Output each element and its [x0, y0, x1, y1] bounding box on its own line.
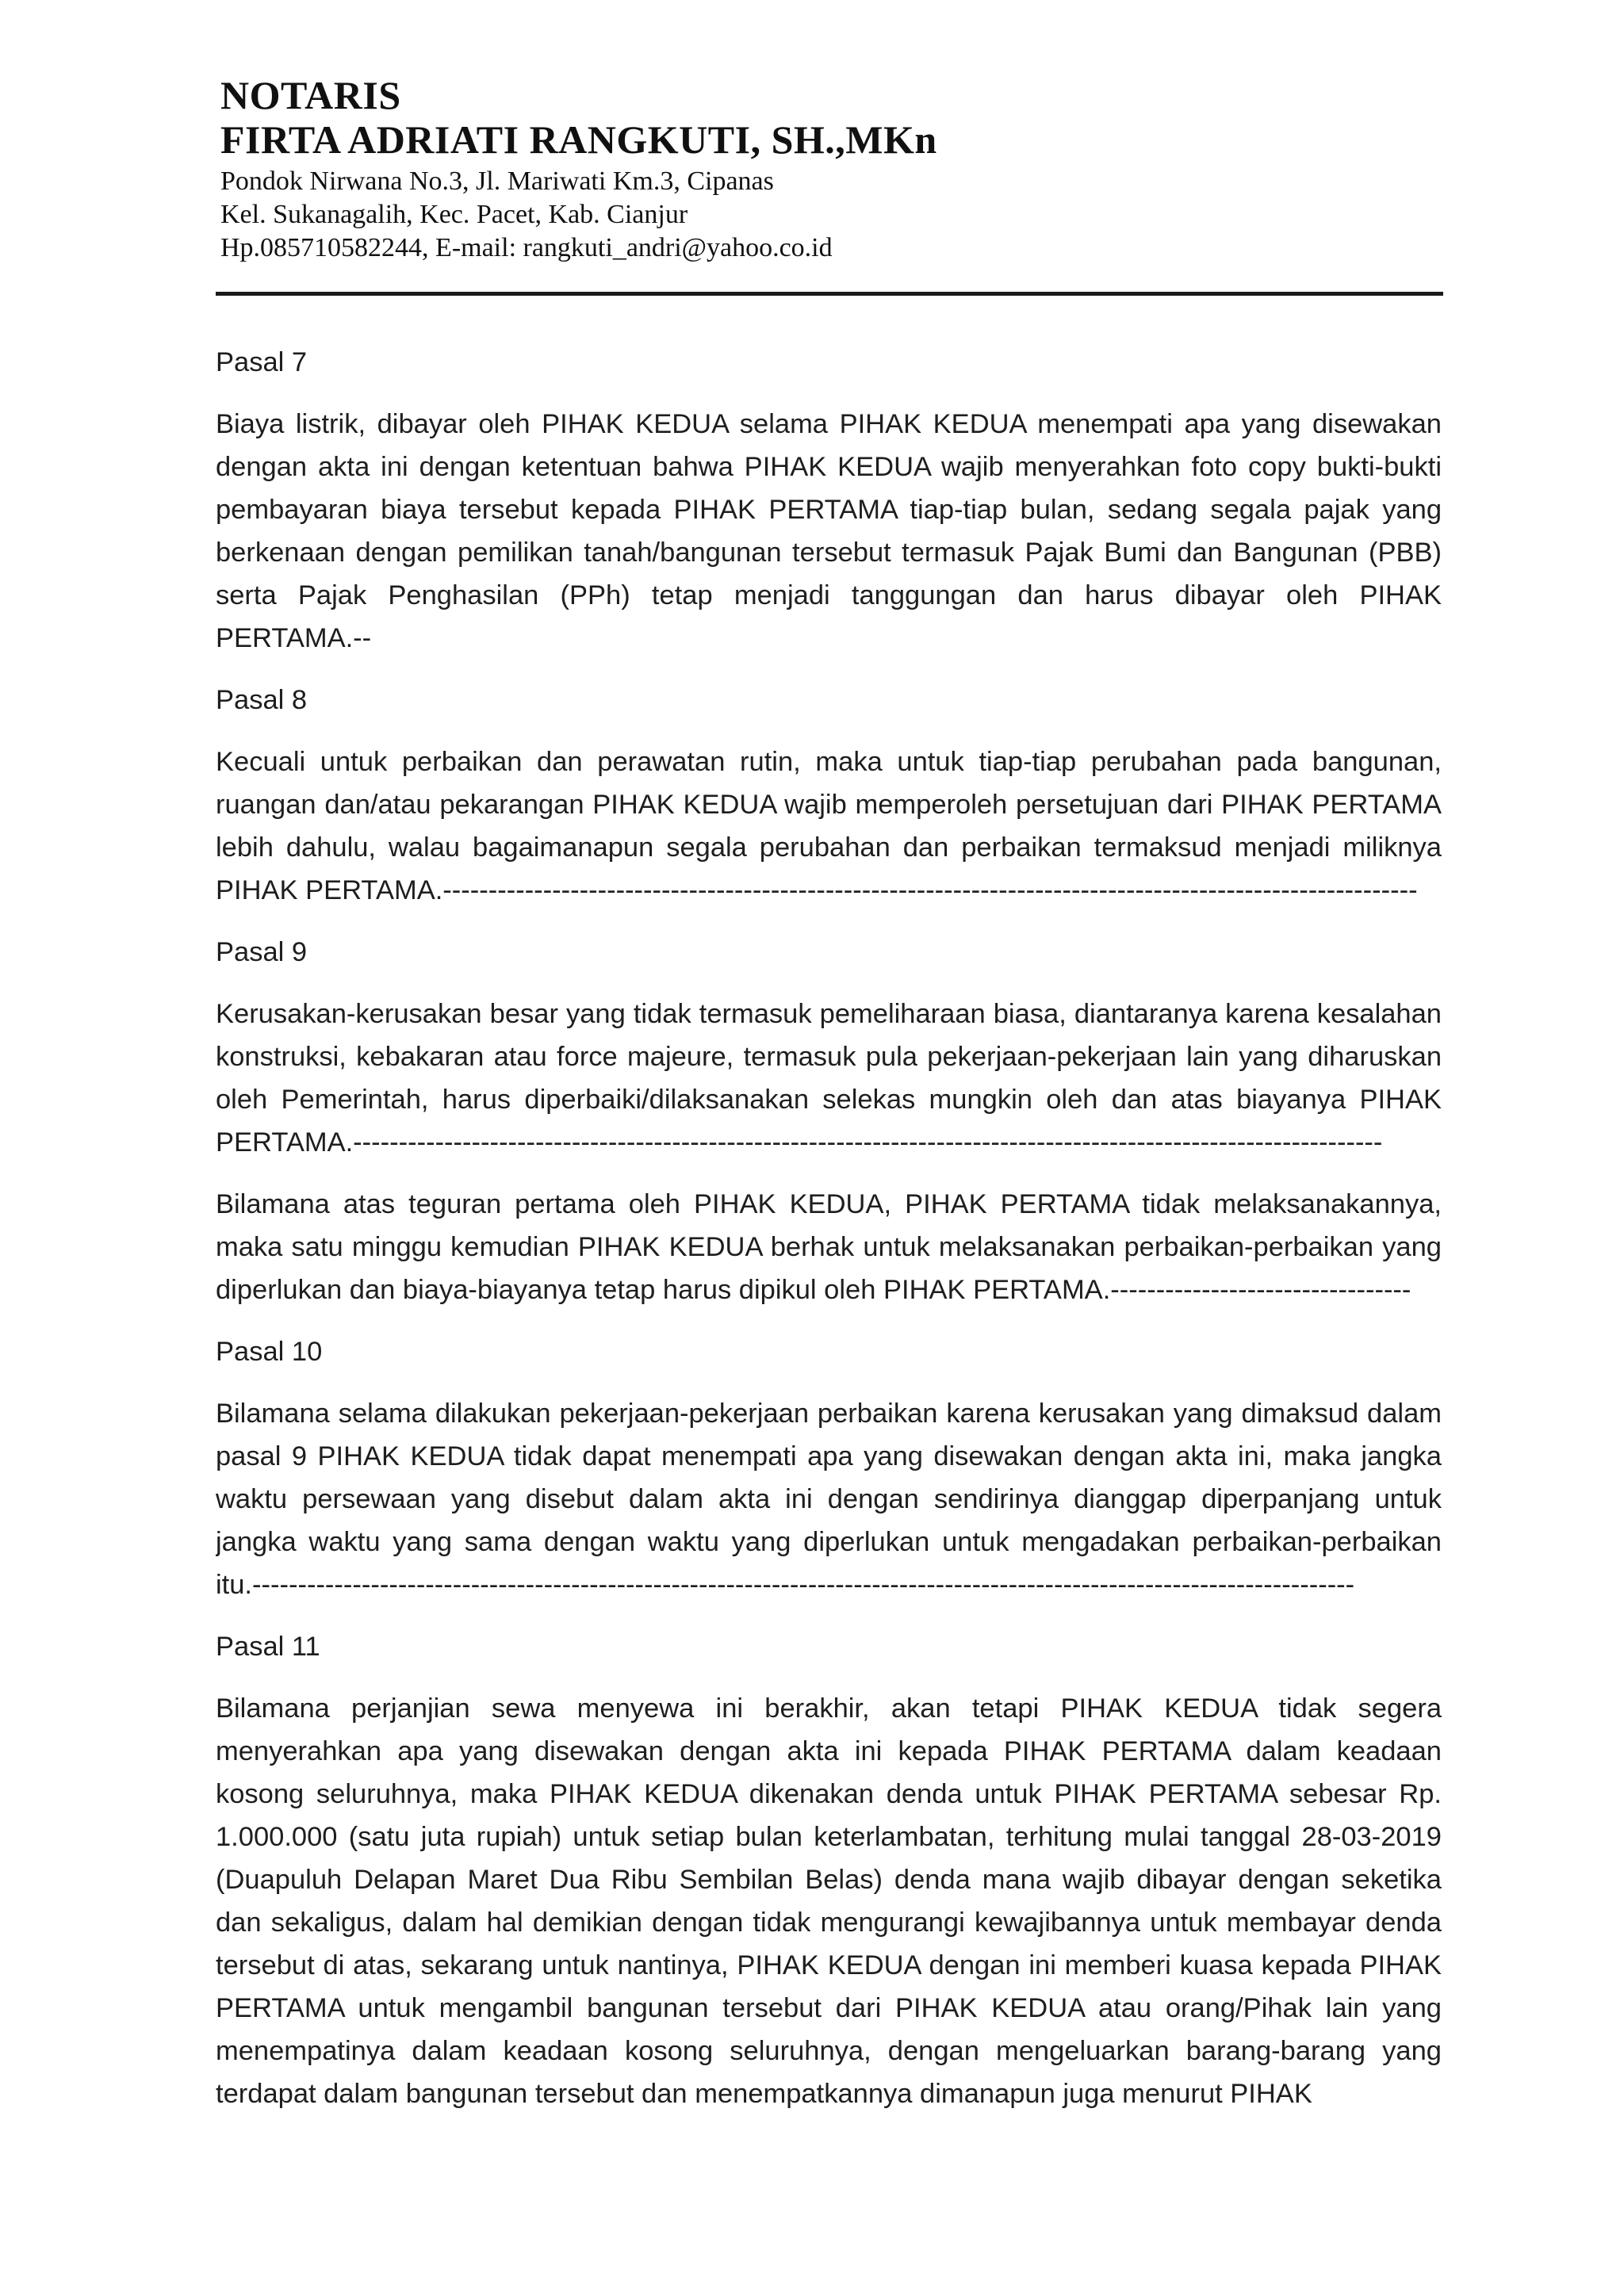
letterhead-divider [216, 292, 1443, 296]
section-paragraph: Kecuali untuk perbaikan dan perawatan rutin, maka untuk tiap-tiap perubahan pada bangunan, ruangan dan/atau pekarangan PIHAK KEDUA wajib memperoleh persetujuan dari PIHAK PERTAMA lebih dahulu, walau bagaimanapun segala perubahan dan perbaikan termaksud menjadi miliknya PIHAK PERTAMA.----------------------------------------------------------------------------------------------------------- [216, 747, 1442, 905]
section-heading: Pasal 10 [216, 1337, 323, 1367]
section-paragraph: Bilamana selama dilakukan pekerjaan-pekerjaan perbaikan karena kerusakan yang dimaksud dalam pasal 9 PIHAK KEDUA tidak dapat menempati apa yang disewakan dengan akta ini, maka jangka waktu persewaan yang disebut dalam akta ini dengan sendirinya dianggap diperpanjang untuk jangka waktu yang sama dengan waktu yang diperlukan untuk mengadakan perbaikan-perbaikan itu.------------------------------------------------------------------------------------------------------------------------- [216, 1399, 1442, 1600]
section-paragraph: Kerusakan-kerusakan besar yang tidak termasuk pemeliharaan biasa, diantaranya karena kesalahan konstruksi, kebakaran atau force majeure, termasuk pula pekerjaan-pekerjaan lain yang diharuskan oleh Pemerintah, harus diperbaiki/dilaksanakan selekas mungkin oleh dan atas biayanya PIHAK PERTAMA.----------------------------------------------------------------------------------------------------------------- [216, 999, 1442, 1158]
address-line-2: Kel. Sukanagalih, Kec. Pacet, Kab. Cianjur [220, 200, 688, 229]
section-heading: Pasal 11 [216, 1632, 320, 1662]
section-heading: Pasal 7 [216, 347, 308, 377]
document-body [216, 341, 1442, 2134]
address-line-1: Pondok Nirwana No.3, Jl. Mariwati Km.3, Cipanas [220, 166, 774, 196]
notary-name: FIRTA ADRIATI RANGKUTI, SH.,MKn [220, 117, 937, 162]
section-paragraph: Bilamana perjanjian sewa menyewa ini berakhir, akan tetapi PIHAK KEDUA tidak segera menyerahkan apa yang disewakan dengan akta ini kepada PIHAK PERTAMA dalam keadaan kosong seluruhnya, maka PIHAK KEDUA dikenakan denda untuk PIHAK PERTAMA sebesar Rp. 1.000.000 (satu juta rupiah) untuk setiap bulan keterlambatan, terhitung mulai tanggal 28-03-2019 (Duapuluh Delapan Maret Dua Ribu Sembilan Belas) denda mana wajib dibayar dengan seketika dan sekaligus, dalam hal demikian dengan tidak mengurangi kewajibannya untuk membayar denda tersebut di atas, sekarang untuk nantinya, PIHAK KEDUA dengan ini memberi kuasa kepada PIHAK PERTAMA untuk mengambil bangunan tersebut dari PIHAK KEDUA atau orang/Pihak lain yang menempatinya dalam keadaan kosong seluruhnya, dengan mengeluarkan barang-barang yang terdapat dalam bangunan tersebut dan menempatkannya dimanapun juga menurut PIHAK [216, 1693, 1442, 2109]
letterhead-title: NOTARIS [220, 73, 401, 117]
section-paragraph: Biaya listrik, dibayar oleh PIHAK KEDUA selama PIHAK KEDUA menempati apa yang disewakan dengan akta ini dengan ketentuan bahwa PIHAK KEDUA wajib menyerahkan foto copy bukti-bukti pembayaran biaya tersebut kepada PIHAK PERTAMA tiap-tiap bulan, sedang segala pajak yang berkenaan dengan pemilikan tanah/bangunan tersebut termasuk Pajak Bumi dan Bangunan (PBB) serta Pajak Penghasilan (PPh) tetap menjadi tanggungan dan harus dibayar oleh PIHAK PERTAMA.-- [216, 409, 1442, 653]
section-heading: Pasal 8 [216, 685, 308, 715]
section-heading: Pasal 9 [216, 937, 308, 967]
letterhead [220, 73, 1442, 265]
section-paragraph: Bilamana atas teguran pertama oleh PIHAK KEDUA, PIHAK PERTAMA tidak melaksanakannya, maka satu minggu kemudian PIHAK KEDUA berhak untuk melaksanakan perbaikan-perbaikan yang diperlukan dan biaya-biayanya tetap harus dipikul oleh PIHAK PERTAMA.--------------------------------- [216, 1189, 1442, 1305]
contact-line: Hp.085710582244, E-mail: rangkuti_andri@yahoo.co.id [220, 233, 833, 262]
